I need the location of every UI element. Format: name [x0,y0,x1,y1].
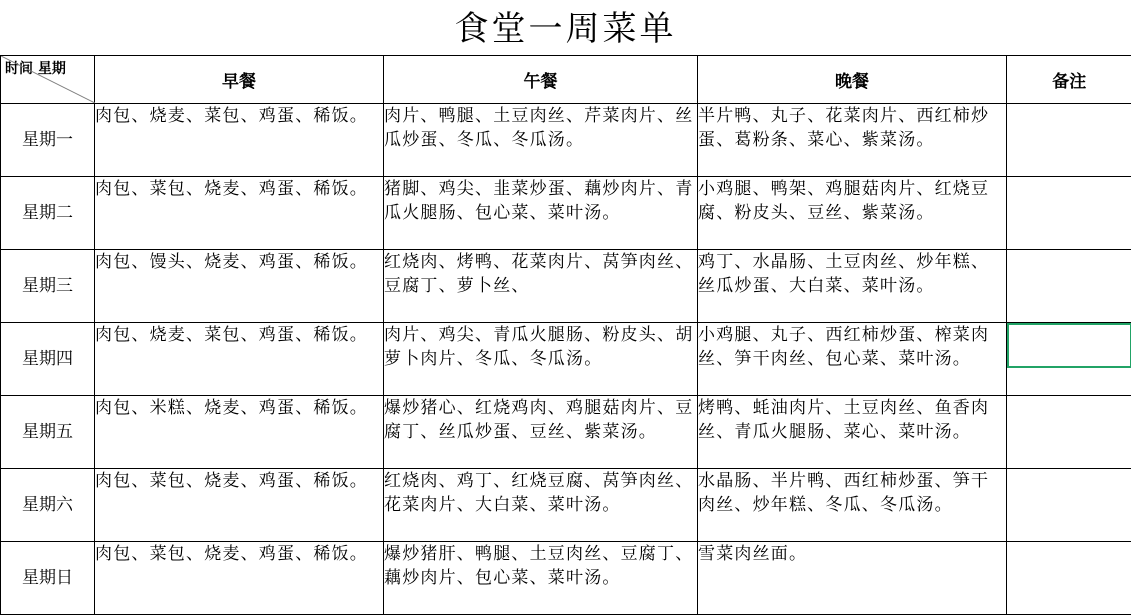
header-lunch[interactable]: 午餐 [384,56,698,104]
day-cell[interactable]: 星期二 [1,177,95,250]
day-cell[interactable]: 星期一 [1,104,95,177]
day-cell[interactable]: 星期三 [1,250,95,323]
note-cell[interactable] [1007,104,1131,177]
lunch-cell[interactable]: 爆炒猪心、红烧鸡肉、鸡腿菇肉片、豆腐丁、丝瓜炒蛋、豆丝、紫菜汤。 [384,396,698,469]
dinner-cell[interactable]: 烤鸭、蚝油肉片、土豆肉丝、鱼香肉丝、青瓜火腿肠、菜心、菜叶汤。 [698,396,1007,469]
dinner-cell[interactable]: 半片鸭、丸子、花菜肉片、西红柿炒蛋、葛粉条、菜心、紫菜汤。 [698,104,1007,177]
header-breakfast[interactable]: 早餐 [95,56,384,104]
note-cell[interactable] [1007,323,1131,396]
day-cell[interactable]: 星期六 [1,469,95,542]
corner-label: 时间 星期 [5,58,66,78]
dinner-cell[interactable]: 雪菜肉丝面。 [698,542,1007,615]
dinner-cell[interactable]: 小鸡腿、丸子、西红柿炒蛋、榨菜肉丝、笋干肉丝、包心菜、菜叶汤。 [698,323,1007,396]
day-cell[interactable]: 星期四 [1,323,95,396]
lunch-cell[interactable]: 爆炒猪肝、鸭腿、土豆肉丝、豆腐丁、藕炒肉片、包心菜、菜叶汤。 [384,542,698,615]
header-notes[interactable]: 备注 [1007,56,1131,104]
table-row [1,469,1131,542]
dinner-cell[interactable]: 小鸡腿、鸭架、鸡腿菇肉片、红烧豆腐、粉皮头、豆丝、紫菜汤。 [698,177,1007,250]
dinner-cell[interactable]: 水晶肠、半片鸭、西红柿炒蛋、笋干肉丝、炒年糕、冬瓜、冬瓜汤。 [698,469,1007,542]
header-row [1,56,1131,104]
diagonal-line [1,56,95,103]
day-cell[interactable]: 星期日 [1,542,95,615]
table-row [1,542,1131,615]
note-cell[interactable] [1007,469,1131,542]
note-cell[interactable] [1007,250,1131,323]
page-title: 食堂一周菜单 [0,0,1131,55]
menu-table [0,55,1131,615]
lunch-cell[interactable]: 肉片、鸭腿、土豆肉丝、芹菜肉片、丝瓜炒蛋、冬瓜、冬瓜汤。 [384,104,698,177]
lunch-cell[interactable]: 红烧肉、烤鸭、花菜肉片、莴笋肉丝、豆腐丁、萝卜丝、 [384,250,698,323]
lunch-cell[interactable]: 红烧肉、鸡丁、红烧豆腐、莴笋肉丝、花菜肉片、大白菜、菜叶汤。 [384,469,698,542]
breakfast-cell[interactable]: 肉包、菜包、烧麦、鸡蛋、稀饭。 [95,177,384,250]
table-row [1,104,1131,177]
table-row [1,396,1131,469]
breakfast-cell[interactable]: 肉包、菜包、烧麦、鸡蛋、稀饭。 [95,542,384,615]
day-cell[interactable]: 星期五 [1,396,95,469]
note-cell[interactable] [1007,542,1131,615]
breakfast-cell[interactable]: 肉包、米糕、烧麦、鸡蛋、稀饭。 [95,396,384,469]
table-row [1,323,1131,396]
lunch-cell[interactable]: 猪脚、鸡尖、韭菜炒蛋、藕炒肉片、青瓜火腿肠、包心菜、菜叶汤。 [384,177,698,250]
note-cell[interactable] [1007,177,1131,250]
header-dinner[interactable]: 晚餐 [698,56,1007,104]
breakfast-cell[interactable]: 肉包、馒头、烧麦、鸡蛋、稀饭。 [95,250,384,323]
table-row [1,250,1131,323]
corner-header-cell[interactable] [1,56,95,104]
table-row [1,177,1131,250]
lunch-cell[interactable]: 肉片、鸡尖、青瓜火腿肠、粉皮头、胡萝卜肉片、冬瓜、冬瓜汤。 [384,323,698,396]
breakfast-cell[interactable]: 肉包、菜包、烧麦、鸡蛋、稀饭。 [95,469,384,542]
breakfast-cell[interactable]: 肉包、烧麦、菜包、鸡蛋、稀饭。 [95,323,384,396]
breakfast-cell[interactable]: 肉包、烧麦、菜包、鸡蛋、稀饭。 [95,104,384,177]
selected-cell-outline[interactable] [1007,323,1131,368]
note-cell[interactable] [1007,396,1131,469]
dinner-cell[interactable]: 鸡丁、水晶肠、土豆肉丝、炒年糕、丝瓜炒蛋、大白菜、菜叶汤。 [698,250,1007,323]
